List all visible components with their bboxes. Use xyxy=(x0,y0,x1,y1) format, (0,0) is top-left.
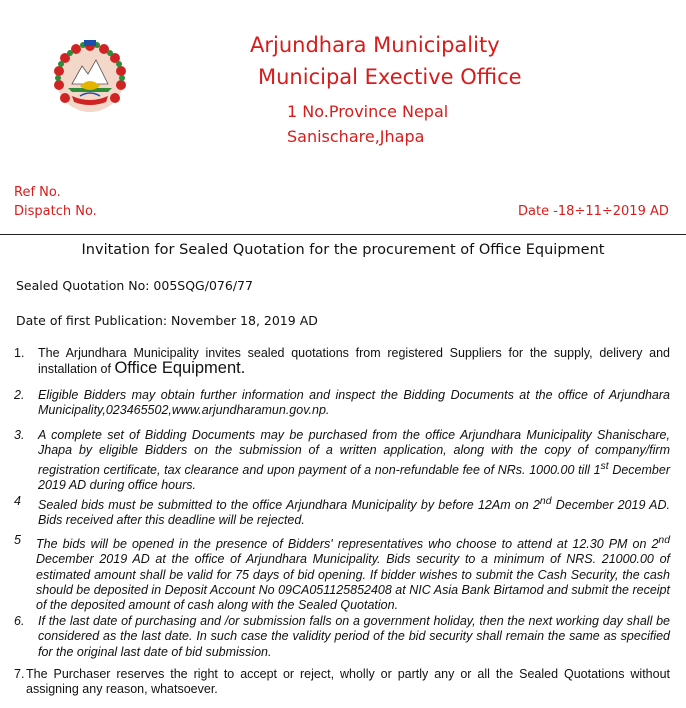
clause-sup: nd xyxy=(539,496,552,507)
clause-sup: st xyxy=(600,460,609,472)
clause-text: A complete set of Bidding Documents may be purchased from the office Arjundhara Municipality Shanischare, Jhapa by eligible Bidders on the submission of a written application, along with the copy of company/firm registration certificate, tax clearance and upon payment of a non-refundable fee of NRs. 1000.00 till 1 xyxy=(38,428,670,477)
clause-sup: nd xyxy=(658,535,670,546)
notice-title: Invitation for Sealed Quotation for the procurement of Office Equipment xyxy=(81,242,605,258)
header-divider xyxy=(0,234,686,235)
clause-number: 7. xyxy=(14,667,25,681)
nepal-emblem-icon xyxy=(50,36,130,116)
clause-number: 1. xyxy=(14,346,25,360)
clause-text: Eligible Bidders may obtain further information and inspect the Bidding Documents at the office of Arjundhara Municipality,023465502,www.arjundharamun.gov.np. xyxy=(38,388,670,418)
clause-3 xyxy=(14,428,670,492)
clause-text: Sealed bids must be submitted to the office Arjundhara Municipality by before 12Am on 2 xyxy=(38,498,540,513)
quotation-number: Sealed Quotation No: 005SQG/076/77 xyxy=(16,278,253,293)
clause-text-cont: December 2019 AD. Bids received after this deadline will be rejected. xyxy=(38,498,670,528)
ref-no-label: Ref No. xyxy=(14,185,61,200)
clause-number: 4 xyxy=(14,494,21,508)
dispatch-no-label: Dispatch No. xyxy=(14,204,97,219)
clause-text-cont: December 2019 AD at the office of Arjundhara Municipality. Bids security to a minimum of NRS. 21000.00 of estimated amount shall be valid for 75 days of bid opening. If bidder wishes to submit the Cash Security, the cash should be deposited in Deposit Account No 09CA051125852408 at NIC Asia Bank Birtamod and submit the receipt of the deposited amount of cash along with the Sealed Quotation. xyxy=(36,552,670,613)
clause-number: 6. xyxy=(14,614,25,628)
clause-6 xyxy=(14,614,670,662)
publication-date: Date of first Publication: November 18, 2019 AD xyxy=(16,313,318,328)
clause-4 xyxy=(14,494,670,526)
location: Sanischare,Jhapa xyxy=(287,127,425,146)
date-label: Date -18÷11÷2019 AD xyxy=(518,204,669,219)
office-name: Municipal Exective Office xyxy=(258,65,522,89)
clause-number: 3. xyxy=(14,428,25,442)
clause-highlight: Office Equipment. xyxy=(114,359,246,378)
clause-number: 5 xyxy=(14,533,21,547)
clause-text: If the last date of purchasing and /or submission falls on a government holiday, then the next working day shall be considered as the last date. In such case the validity period of the bid security shall remain the same as specified for the original last date of bid submission. xyxy=(38,614,670,659)
clause-text: The Arjundhara Municipality invites sealed quotations from registered Suppliers for the supply, delivery and installation of xyxy=(38,346,670,377)
clause-1 xyxy=(14,346,670,382)
province: 1 No.Province Nepal xyxy=(287,102,449,121)
clause-text: The bids will be opened in the presence of Bidders' representatives who choose to attend at 12.30 PM on 2 xyxy=(36,537,659,552)
org-name: Arjundhara Municipality xyxy=(250,33,500,57)
clause-5 xyxy=(14,533,670,611)
clause-2 xyxy=(14,388,670,420)
clause-text-cont: December 2019 AD during office hours. xyxy=(38,462,670,493)
clause-text: The Purchaser reserves the right to accept or reject, wholly or partly any or all the Sealed Quotations without assigning any reason, whatsoever. xyxy=(26,667,670,697)
clause-number: 2. xyxy=(14,388,25,402)
clause-7 xyxy=(14,667,670,699)
